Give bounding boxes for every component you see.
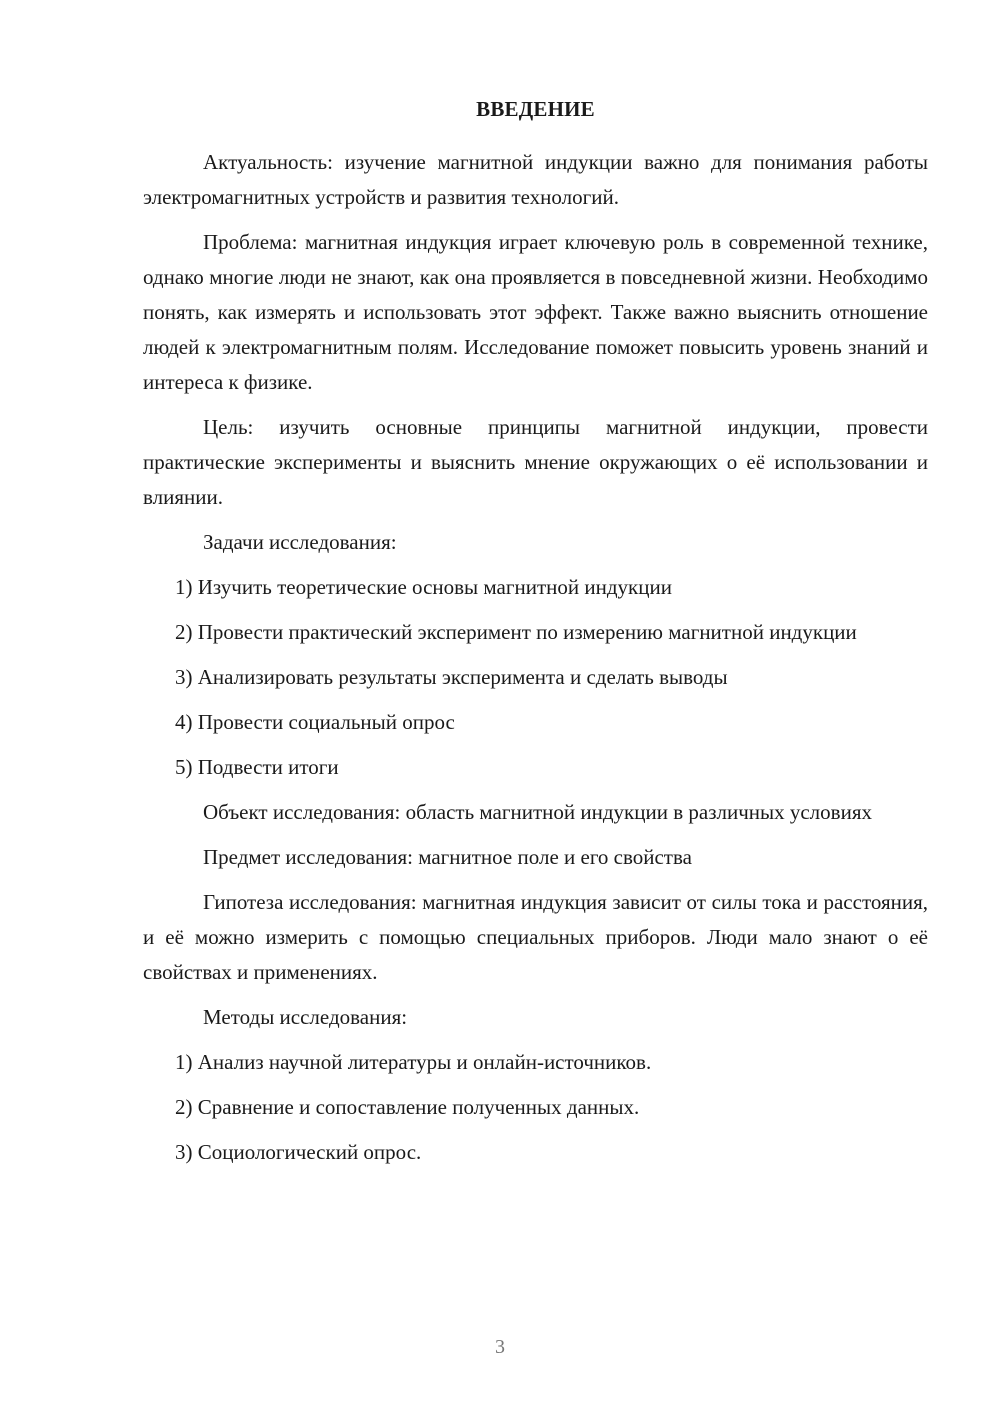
task-item-3: 3) Анализировать результаты эксперимента и сделать выводы <box>175 665 728 689</box>
paragraph-goal: Цель: изучить основные принципы магнитной индукции, провести практические эксперименты и выяснить мнение окружающих о её использовании и влиянии. <box>143 415 928 509</box>
page-content <box>143 92 928 1180</box>
paragraph-actuality: Актуальность: изучение магнитной индукции важно для понимания работы электромагнитных устройств и развития технологий. <box>143 150 928 209</box>
task-item-2: 2) Провести практический эксперимент по измерению магнитной индукции <box>175 620 857 644</box>
tasks-heading: Задачи исследования: <box>203 530 397 554</box>
page-number: 3 <box>495 1336 505 1358</box>
task-item-1: 1) Изучить теоретические основы магнитной индукции <box>175 575 672 599</box>
paragraph-subject: Предмет исследования: магнитное поле и его свойства <box>203 845 692 869</box>
paragraph-problem: Проблема: магнитная индукция играет ключевую роль в современной технике, однако многие люди не знают, как она проявляется в повседневной жизни. Необходимо понять, как измерять и использовать этот эффект. Также важно выяснить отношение людей к электромагнитным полям. Исследование поможет повысить уровень знаний и интереса к физике. <box>143 230 928 394</box>
methods-heading: Методы исследования: <box>203 1005 408 1029</box>
method-item-1: 1) Анализ научной литературы и онлайн-источников. <box>175 1050 652 1074</box>
method-item-3: 3) Социологический опрос. <box>175 1140 422 1164</box>
task-item-5: 5) Подвести итоги <box>175 755 339 779</box>
section-title: ВВЕДЕНИЕ <box>476 97 595 121</box>
paragraph-hypothesis: Гипотеза исследования: магнитная индукция зависит от силы тока и расстояния, и её можно измерить с помощью специальных приборов. Люди мало знают о её свойствах и применениях. <box>143 890 928 984</box>
method-item-2: 2) Сравнение и сопоставление полученных данных. <box>175 1095 640 1119</box>
paragraph-object: Объект исследования: область магнитной индукции в различных условиях <box>203 800 872 824</box>
task-item-4: 4) Провести социальный опрос <box>175 710 455 734</box>
